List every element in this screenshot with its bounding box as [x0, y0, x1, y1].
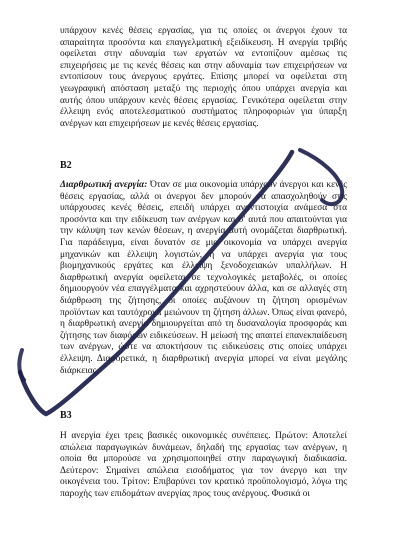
paragraph-b3: Η ανεργία έχει τρεις βασικές οικονομικές συνέπειες. Πρώτον: Αποτελεί απώλεια παραγωγικών δυνάμεων, δηλαδή της εργασίας των ανέργων, η οποία θα μπορούσε να χρησιμοποιηθεί στην παραγωγική διαδικασία. Δεύτερον: Σημαίνει απώλεια εισοδήματος για τον άνεργο και την οικογένεια του. Τρίτον: Επιβαρύνει τον κρατικό προϋπολογισμό, λόγω της παροχής των επιδομάτων ανεργίας προς τους ανέργους. Φυσικά οι — [60, 431, 347, 499]
term-structural-unemployment: Διαρθρωτική ανεργία: — [60, 180, 148, 190]
section-heading-b2: Β2 — [60, 160, 72, 171]
paragraph-b2-body: Όταν σε μια οικονομία υπάρχουν άνεργοι και κενές θέσεις εργασίας, αλλά οι άνεργοι δεν μπορούν να απασχοληθούν στις υπάρχουσες κενές θέσεις, επειδή υπάρχει αναντιστοιχία ανάμεσα στα προσόντα και την ειδίκευση των ανέργων και σ' αυτά που απαιτούνται για την κάλυψη των κενών θέσεων, η ανεργία αυτή ονομάζεται διαρθρωτική. Για παράδειγμα, είναι δυνατόν σε μια οικονομία να υπάρχει ανεργία μηχανικών και έλλειψη λογιστών, ή να υπάρχει ανεργία για τους βιομηχανικούς εργάτες και έλλειψη ξενοδοχειακών υπαλλήλων. Η διαρθρωτική ανεργία οφείλεται σε τεχνολογικές μεταβολές, οι οποίες δημιουργούν νέα επαγγέλματα και αχρηστεύουν άλλα, και σε αλλαγές στη διάρθρωση της ζήτησης, οι οποίες αυξάνουν τη ζήτηση ορισμένων προϊόντων και ταυτόχρονα μειώνουν τη ζήτηση άλλων. Όπως είναι φανερό, η διαρθρωτική ανεργία δημιουργείται από τη δυσαναλογία προσφοράς και ζήτησης των διαφόρων ειδικεύσεων. Η μείωσή της απαιτεί επανεκπαίδευση των ανέργων, ώστε να αποκτήσουν τις ειδικεύσεις στις οποίες υπάρχει έλλειψη. Διαφορετικά, η διαρθρωτική ανεργία μπορεί να είναι μεγάλης διάρκειας. — [60, 180, 347, 376]
paragraph-intro: υπάρχουν κενές θέσεις εργασίας, για τις οποίες οι άνεργοι έχουν τα απαραίτητα προσόντα και επαγγελματική εξειδίκευση. Η ανεργία τριβής οφείλεται στην αδυναμία των εργατών να εντοπίζουν αμέσως τις επιχειρήσεις με τις κενές θέσεις και στην αδυναμία των επιχειρήσεων να εντοπίσουν τους άνεργους εργάτες. Επίσης μπορεί να οφείλεται στη γεωγραφική απόσταση μεταξύ της περιοχής όπου υπάρχει ανεργία και αυτής όπου υπάρχουν κενές θέσεις εργασίας. Γενικότερα οφείλεται στην έλλειψη ενός αποτελεσματικού συστήματος πληροφοριών για ύπαρξη ανέργων και επιχειρήσεων με κενές θέσεις εργασίας. — [60, 26, 347, 129]
section-heading-b3: Β3 — [60, 410, 72, 421]
